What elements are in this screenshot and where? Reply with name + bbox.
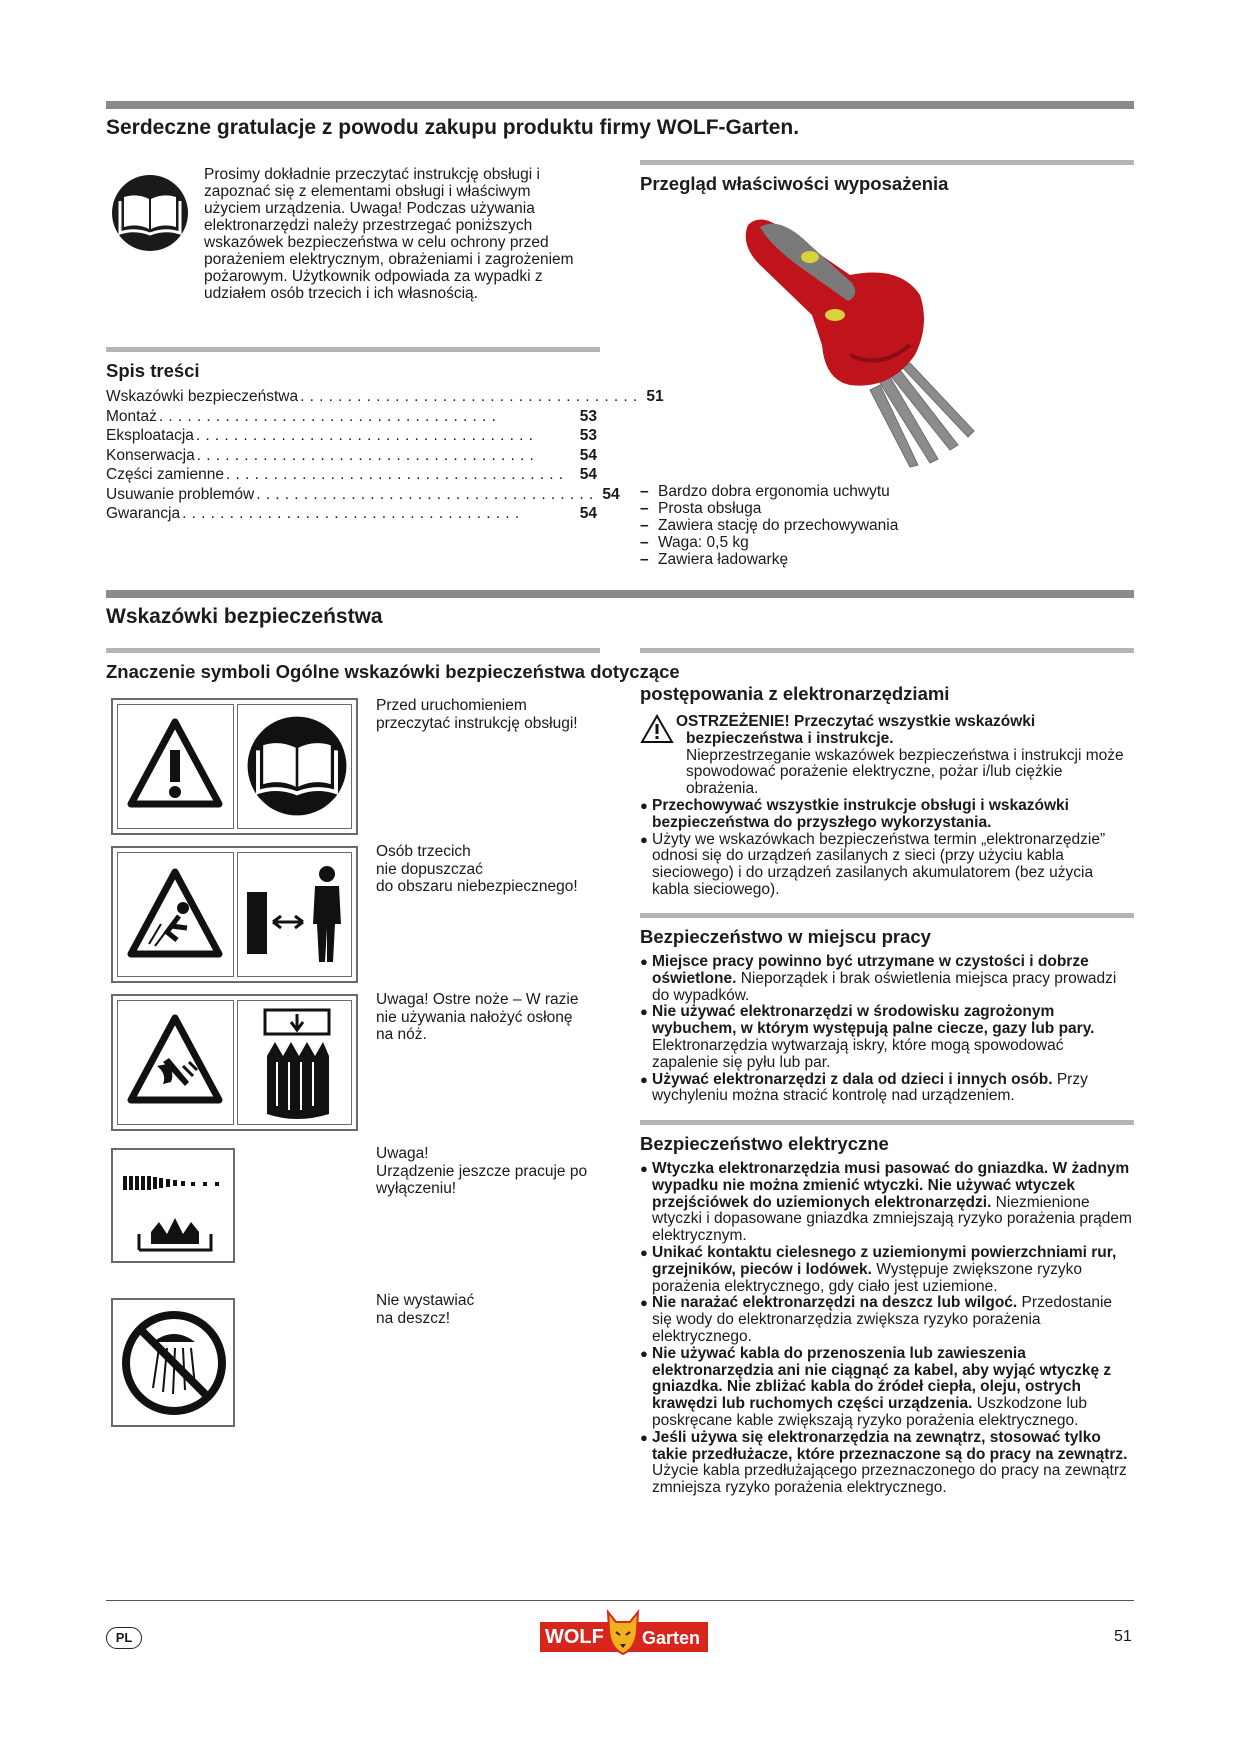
features-item: – Prosta obsługa	[640, 500, 762, 517]
caption-line: Nie wystawiać	[376, 1292, 475, 1309]
warning-icon	[127, 716, 223, 812]
logo-text-left: WOLF	[545, 1626, 604, 1648]
distance-person-icon	[243, 862, 351, 968]
bullet-icon: ●	[640, 1161, 648, 1176]
language-badge: PL	[106, 1627, 142, 1649]
bullet-icon: ●	[640, 797, 648, 813]
general-rule	[640, 648, 1134, 653]
symbol-sharp-blades	[111, 994, 358, 1131]
header-rule	[106, 101, 1134, 109]
toc-rule	[106, 347, 600, 352]
intro-line: udziałem osób trzecich i ich własnością.	[204, 285, 478, 302]
book-icon	[245, 712, 349, 820]
dash-icon: –	[640, 500, 649, 517]
toc-row[interactable]: Gwarancja .................................... 54	[106, 505, 597, 522]
toc-row[interactable]: Montaż .................................... 53	[106, 407, 597, 425]
electrical-bullet: ● Jeśli używa się elektronarzędzia na zewnątrz, stosować tylko takie przedłużacze, które przeznaczone są do pracy na zewnątrz. Użycie kabla przedłużającego przeznaczonego do pracy na zewnątrz zmniejsza ryzyko porażenia elektrycznego.	[640, 1428, 1128, 1497]
workplace-bullet: ● Używać elektronarzędzi z dala od dzieci i innych osób. Przy wychyleniu można stracić kontrolę nad urządzeniem.	[640, 1070, 1088, 1105]
product-image	[740, 205, 1020, 475]
general-bullet: ● Przechowywać wszystkie instrukcje obsługi i wskazówki bezpieczeństwa do przyszłego wykorzystania.	[640, 796, 1069, 831]
electrical-bullet: ● Nie narażać elektronarzędzi na deszcz lub wilgoć. Przedostanie się wody do elektronarzędzia zwiększa ryzyko porażenia elektrycznego.	[640, 1294, 1113, 1345]
workplace-rule	[640, 913, 1134, 918]
caption-line: Osób trzecich	[376, 843, 471, 860]
general-title: Ogólne wskazówki bezpieczeństwa dotyczące	[275, 661, 680, 682]
symbol-caption	[376, 697, 578, 732]
bullet-icon: ●	[640, 831, 648, 847]
features-item: – Waga: 0,5 kg	[640, 534, 749, 551]
cut-hazard-icon	[127, 1012, 223, 1108]
blade-cover-icon	[245, 1006, 349, 1122]
wolf-garten-logo	[540, 1608, 708, 1656]
warning-heading: OSTRZEŻENIE! Przeczytać wszystkie wskazówki	[676, 713, 1036, 730]
intro-line: pożarowym. Użytkownik odpowiada za wypadki z	[204, 268, 543, 285]
toc-row[interactable]: Eksploatacja .................................... 53	[106, 427, 597, 444]
book-icon	[110, 173, 190, 253]
electrical-rule	[640, 1120, 1134, 1125]
features-rule	[640, 160, 1134, 165]
caption-line: przeczytać instrukcję obsługi!	[376, 714, 578, 732]
intro-line: użyciem urządzenia. Uwaga! Podczas używania	[204, 200, 535, 217]
symbols-rule	[106, 648, 600, 653]
bullet-icon: ●	[640, 1345, 648, 1361]
workplace-title: Bezpieczeństwo w miejscu pracy	[640, 926, 931, 947]
warning-block	[640, 714, 1134, 798]
intro-line: porażeniem elektrycznym, obrażeniami i zagrożeniem	[204, 251, 574, 268]
dash-icon: –	[640, 534, 649, 551]
toc-row[interactable]: Konserwacja .................................... 54	[106, 446, 597, 464]
symbol-caption	[376, 843, 578, 896]
toc-row[interactable]: Wskazówki bezpieczeństwa .................................... 51	[106, 388, 664, 405]
features-title: Przegląd właściwości wyposażenia	[640, 173, 949, 194]
toc-list	[106, 387, 664, 524]
toc-row[interactable]: Usuwanie problemów .................................... 54	[106, 485, 620, 503]
electrical-bullet: ● Nie używać kabla do przenoszenia lub zawieszenia elektronarzędzia ani nie ciągnąć za kabel, aby wyjąć wtyczkę z gniazdka. Nie zbliżać kabla do źródeł ciepła, oleju, ostrych krawędzi lub ruchomych części urządzenia. Uszkodzone lub poskręcane kable zwiększają ryzyko porażenia elektrycznego.	[640, 1344, 1112, 1429]
features-item: – Zawiera stację do przechowywania	[640, 517, 899, 534]
symbol-still-running	[111, 1148, 235, 1263]
bullet-icon: ●	[640, 1071, 648, 1087]
bullet-icon: ●	[640, 1295, 648, 1311]
caption-line: Uwaga! Ostre noże – W razie	[376, 991, 579, 1008]
logo-text-right: Garten	[642, 1628, 701, 1648]
general-title-line2: postępowania z elektronarzędziami	[640, 683, 950, 704]
workplace-list	[640, 954, 1134, 1105]
electrical-bullet: ● Wtyczka elektronarzędzia musi pasować do gniazdka. W żadnym wypadku nie można zmienić wtyczki. Nie używać wtyczek przejściówek do uziemionych elektronarzędzi. Niezmienione wtyczki i dopasowane gniazdka zmniejszają ryzyko porażenia prądem elektrycznym.	[640, 1160, 1132, 1245]
symbol-no-rain	[111, 1298, 235, 1427]
toc-title: Spis treści	[106, 360, 200, 381]
bullet-icon: ●	[640, 1004, 648, 1020]
caption-line: do obszaru niebezpiecznego!	[376, 878, 578, 895]
intro-line: zapoznać się z elementami obsługi i właściwym	[204, 183, 531, 200]
caption-line: nie używania nałożyć osłonę	[376, 1008, 573, 1026]
symbol-caption	[376, 991, 578, 1044]
intro-line: elektronarzędzi należy przestrzegać poniższych	[204, 217, 533, 234]
caption-line: Urządzenie jeszcze pracuje po	[376, 1162, 588, 1180]
page-number: 51	[1114, 1628, 1132, 1645]
bullet-icon: ●	[640, 1244, 648, 1260]
caption-line: na deszcz!	[376, 1309, 451, 1327]
warning-text: Nieprzestrzeganie wskazówek bezpieczeństwa i instrukcji może spowodować porażenie elektryczne, pożar i/lub ciężkie obrażenia.	[686, 746, 1124, 798]
electrical-title: Bezpieczeństwo elektryczne	[640, 1133, 889, 1154]
bullet-icon: ●	[640, 954, 648, 969]
workplace-bullet: ● Nie używać elektronarzędzi w środowisku zagrożonym wybuchem, w którym występują palne ciecze, gazy lub pary. Elektronarzędzia wytwarzają iskry, które mogą spowodować zapalenie się pyłu lub par.	[640, 1003, 1095, 1071]
symbols-title: Znaczenie symboli	[106, 661, 271, 682]
symbol-caption	[376, 1292, 474, 1327]
general-safety-block	[640, 714, 1134, 899]
intro-line: wskazówek bezpieczeństwa w celu ochrony przed	[204, 234, 549, 251]
caption-line: na nóż.	[376, 1026, 427, 1043]
caption-line: Uwaga!	[376, 1145, 429, 1162]
workplace-bullet: ● Miejsce pracy powinno być utrzymane w czystości i dobrze oświetlone. Nieporządek i brak oświetlenia miejsca pracy prowadzi do wypadków.	[640, 953, 1117, 1004]
no-rain-icon	[119, 1308, 229, 1418]
safety-title: Wskazówki bezpieczeństwa	[106, 605, 383, 628]
electrical-bullet: ● Unikać kontaktu cielesnego z uziemionymi powierzchniami rur, grzejników, pieców i lodówek. Występuje zwiększone ryzyko porażenia elektrycznego, gdy ciało jest uziemione.	[640, 1243, 1117, 1295]
dash-icon: –	[640, 551, 649, 568]
toc-row[interactable]: Części zamienne .................................... 54	[106, 466, 597, 483]
footer-rule	[106, 1600, 1134, 1601]
symbol-read-manual	[111, 698, 358, 835]
page-title: Serdeczne gratulacje z powodu zakupu produktu firmy WOLF-Garten.	[106, 116, 800, 139]
dash-icon: –	[640, 517, 649, 534]
bullet-icon: ●	[640, 1429, 648, 1445]
warning-heading-2: bezpieczeństwa i instrukcje.	[686, 729, 894, 747]
caption-line: wyłączeniu!	[376, 1180, 457, 1197]
symbol-caption	[376, 1145, 587, 1198]
fox-head-icon	[604, 1608, 642, 1656]
warning-triangle-icon	[640, 714, 676, 744]
features-item: – Bardzo dobra ergonomia uchwytu	[640, 483, 890, 500]
features-item: – Zawiera ładowarkę	[640, 551, 789, 568]
safety-rule	[106, 590, 1134, 598]
thrown-objects-icon	[127, 866, 223, 962]
caption-line: nie dopuszczać	[376, 860, 483, 878]
rundown-icon	[121, 1158, 227, 1254]
dash-icon: –	[640, 483, 649, 500]
intro-line: Prosimy dokładnie przeczytać instrukcję obsługi i	[204, 166, 540, 183]
symbol-keep-away	[111, 846, 358, 983]
intro-text	[204, 166, 614, 302]
general-bullet: ● Użyty we wskazówkach bezpieczeństwa termin „elektronarzędzie” odnosi się do urządzeń zasilanych z sieci (przy użyciu kabla sieciowego) i do urządzeń zasilanych akumulatorem (bez użycia kabla sieciowego).	[640, 830, 1106, 898]
electrical-list	[640, 1161, 1134, 1497]
caption-line: Przed uruchomieniem	[376, 697, 527, 714]
symbols-heading	[106, 661, 680, 683]
features-list	[640, 483, 898, 568]
